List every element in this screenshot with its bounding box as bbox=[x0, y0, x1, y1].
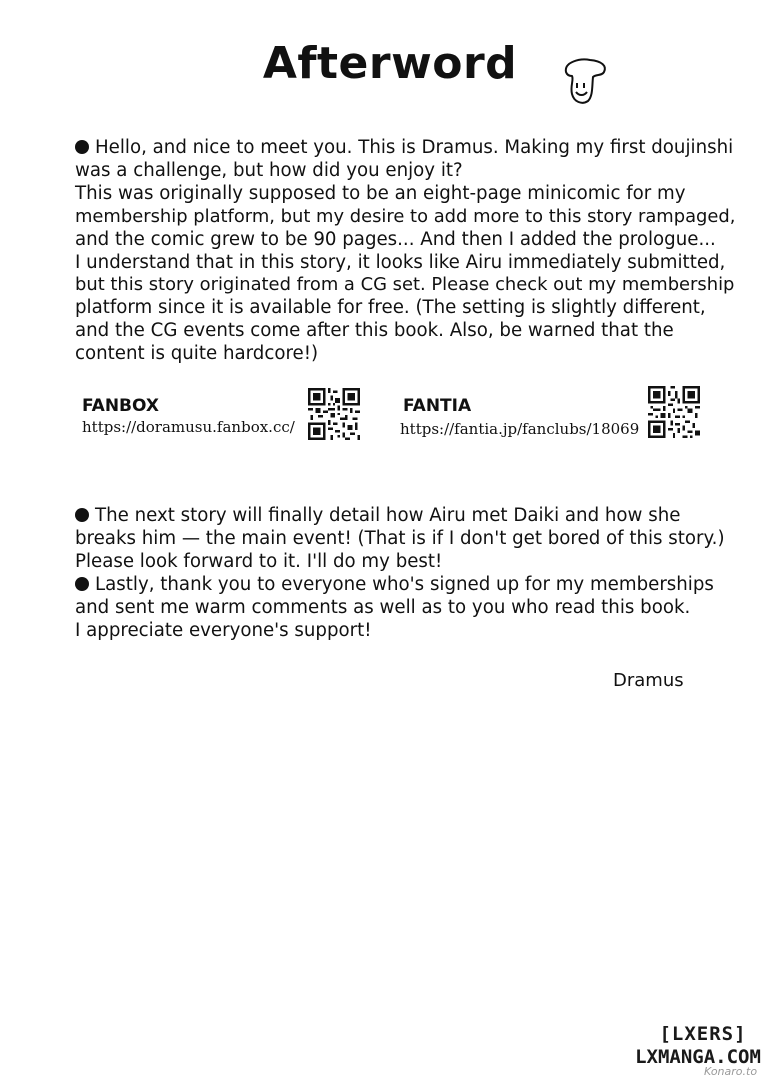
author-signature: Dramus bbox=[613, 670, 684, 691]
intro-line: platform since it is available for free. (The setting is slightly different, bbox=[75, 297, 706, 319]
fanbox-label: FANBOX bbox=[82, 396, 159, 416]
fantia-url[interactable]: https://fantia.jp/fanclubs/18069 bbox=[400, 420, 640, 438]
intro-paragraph bbox=[75, 137, 735, 366]
intro-line: Hello, and nice to meet you. This is Dramus. Making my first doujinshi bbox=[75, 137, 735, 160]
qr-code-icon[interactable] bbox=[308, 388, 360, 440]
closing-line: Lastly, thank you to everyone who's signed up for my memberships bbox=[75, 574, 735, 597]
intro-line: I understand that in this story, it looks like Airu immediately submitted, bbox=[75, 251, 726, 273]
fanbox-url[interactable]: https://doramusu.fanbox.cc/ bbox=[82, 418, 295, 436]
watermark-line-1: [LXERS] bbox=[659, 1023, 747, 1045]
bullet-icon bbox=[75, 508, 89, 522]
watermark-line-3: Konaro.to bbox=[704, 1065, 758, 1078]
bullet-icon bbox=[75, 577, 89, 591]
watermark-line-2: LXMANGA.COM bbox=[635, 1046, 761, 1068]
closing-line: breaks him — the main event! (That is if I don't get bored of this story.) bbox=[75, 527, 725, 549]
closing-line: and sent me warm comments as well as to you who read this book. bbox=[75, 596, 691, 618]
closing-line: I appreciate everyone's support! bbox=[75, 619, 372, 641]
intro-line: and the comic grew to be 90 pages... And then I added the prologue... bbox=[75, 228, 716, 250]
qr-code-icon[interactable] bbox=[648, 386, 700, 438]
intro-line: content is quite hardcore!) bbox=[75, 343, 319, 365]
closing-line: The next story will finally detail how Airu met Daiki and how she bbox=[75, 505, 735, 528]
intro-line: was a challenge, but how did you enjoy it? bbox=[75, 159, 463, 181]
intro-line: This was originally supposed to be an eight-page minicomic for my bbox=[75, 182, 686, 204]
intro-line: membership platform, but my desire to add more to this story rampaged, bbox=[75, 205, 736, 227]
closing-paragraph bbox=[75, 505, 735, 642]
fantia-label: FANTIA bbox=[403, 396, 472, 416]
intro-line: but this story originated from a CG set. Please check out my membership bbox=[75, 274, 735, 296]
intro-line: and the CG events come after this book. Also, be warned that the bbox=[75, 320, 674, 342]
mascot-doodle-icon bbox=[560, 56, 608, 106]
page-title: Afterword bbox=[262, 38, 518, 89]
bullet-icon bbox=[75, 140, 89, 154]
closing-line: Please look forward to it. I'll do my best! bbox=[75, 550, 443, 572]
